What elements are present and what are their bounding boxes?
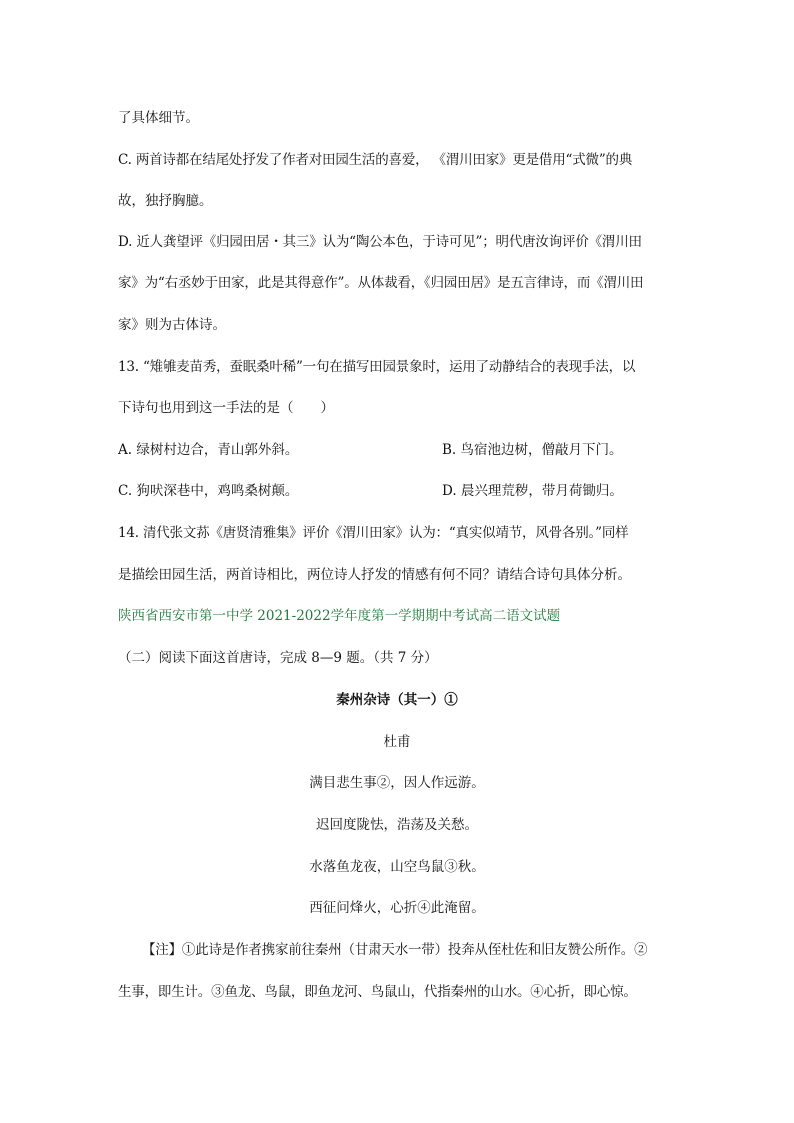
text-line: 故，独抒胸臆。 <box>118 193 213 209</box>
poem-line: 西征问烽火，心折④此淹留。 <box>309 900 485 916</box>
choice-c: C. 狗吠深巷中，鸡鸣桑树颠。 <box>118 483 299 499</box>
poem-notes-cont: 生事，即生计。③鱼龙、鸟鼠，即鱼龙河、鸟鼠山，代指秦州的山水。④心折，即心惊。 <box>118 984 637 1000</box>
text-line: 家》为“右丞妙于田家，此是其得意作”。从体裁看，《归园田居》是五言律诗，而《渭川田 <box>118 275 644 291</box>
question-13: 13. “雉雊麦苗秀，蚕眠桑叶稀”一句在描写田园景象时，运用了动静结合的表现手法，以 <box>118 359 636 375</box>
poem-author: 杜甫 <box>383 734 411 750</box>
option-d-text: D. 近人龚望评《归园田居・其三》认为“陶公本色，于诗可见”；明代唐汝询评价《渭川田 <box>118 234 642 250</box>
text-line: 了具体细节。 <box>118 110 199 126</box>
poem-line: 水落鱼龙夜，山空鸟鼠③秋。 <box>309 859 485 875</box>
text-line: 家》则为古体诗。 <box>118 317 226 333</box>
option-c-text: C. 两首诗都在结尾处抒发了作者对田园生活的喜爱， 《渭川田家》更是借用“式微”的典 <box>118 152 633 168</box>
poem-line: 满目悲生事②，因人作远游。 <box>309 775 485 791</box>
question-14: 14. 清代张文荪《唐贤清雅集》评价《渭川田家》认为：“真实似靖节，风骨各别。”同样 <box>118 525 629 541</box>
poem-notes: 【注】①此诗是作者携家前往秦州（甘肃天水一带）投奔从侄杜佐和旧友赞公所作。② <box>142 942 648 958</box>
question-14-cont: 是描绘田园生活，两首诗相比，两位诗人抒发的情感有何不同？请结合诗句具体分析。 <box>118 567 631 583</box>
choice-d: D. 晨兴理荒秽，带月荷锄归。 <box>442 483 623 499</box>
section-heading: （二）阅读下面这首唐诗，完成 8—9 题。（共 7 分） <box>118 650 438 666</box>
poem-line: 迟回度陇怯，浩荡及关愁。 <box>316 817 478 833</box>
source-heading: 陕西省西安市第一中学 2021-2022学年度第一学期期中考试高二语文试题 <box>118 608 561 624</box>
question-13-cont: 下诗句也用到这一手法的是（ ） <box>118 400 334 416</box>
choice-a: A. 绿树村边合，青山郭外斜。 <box>118 442 299 458</box>
poem-title: 秦州杂诗（其一）① <box>336 692 458 708</box>
choice-b: B. 鸟宿池边树，僧敲月下门。 <box>442 442 623 458</box>
